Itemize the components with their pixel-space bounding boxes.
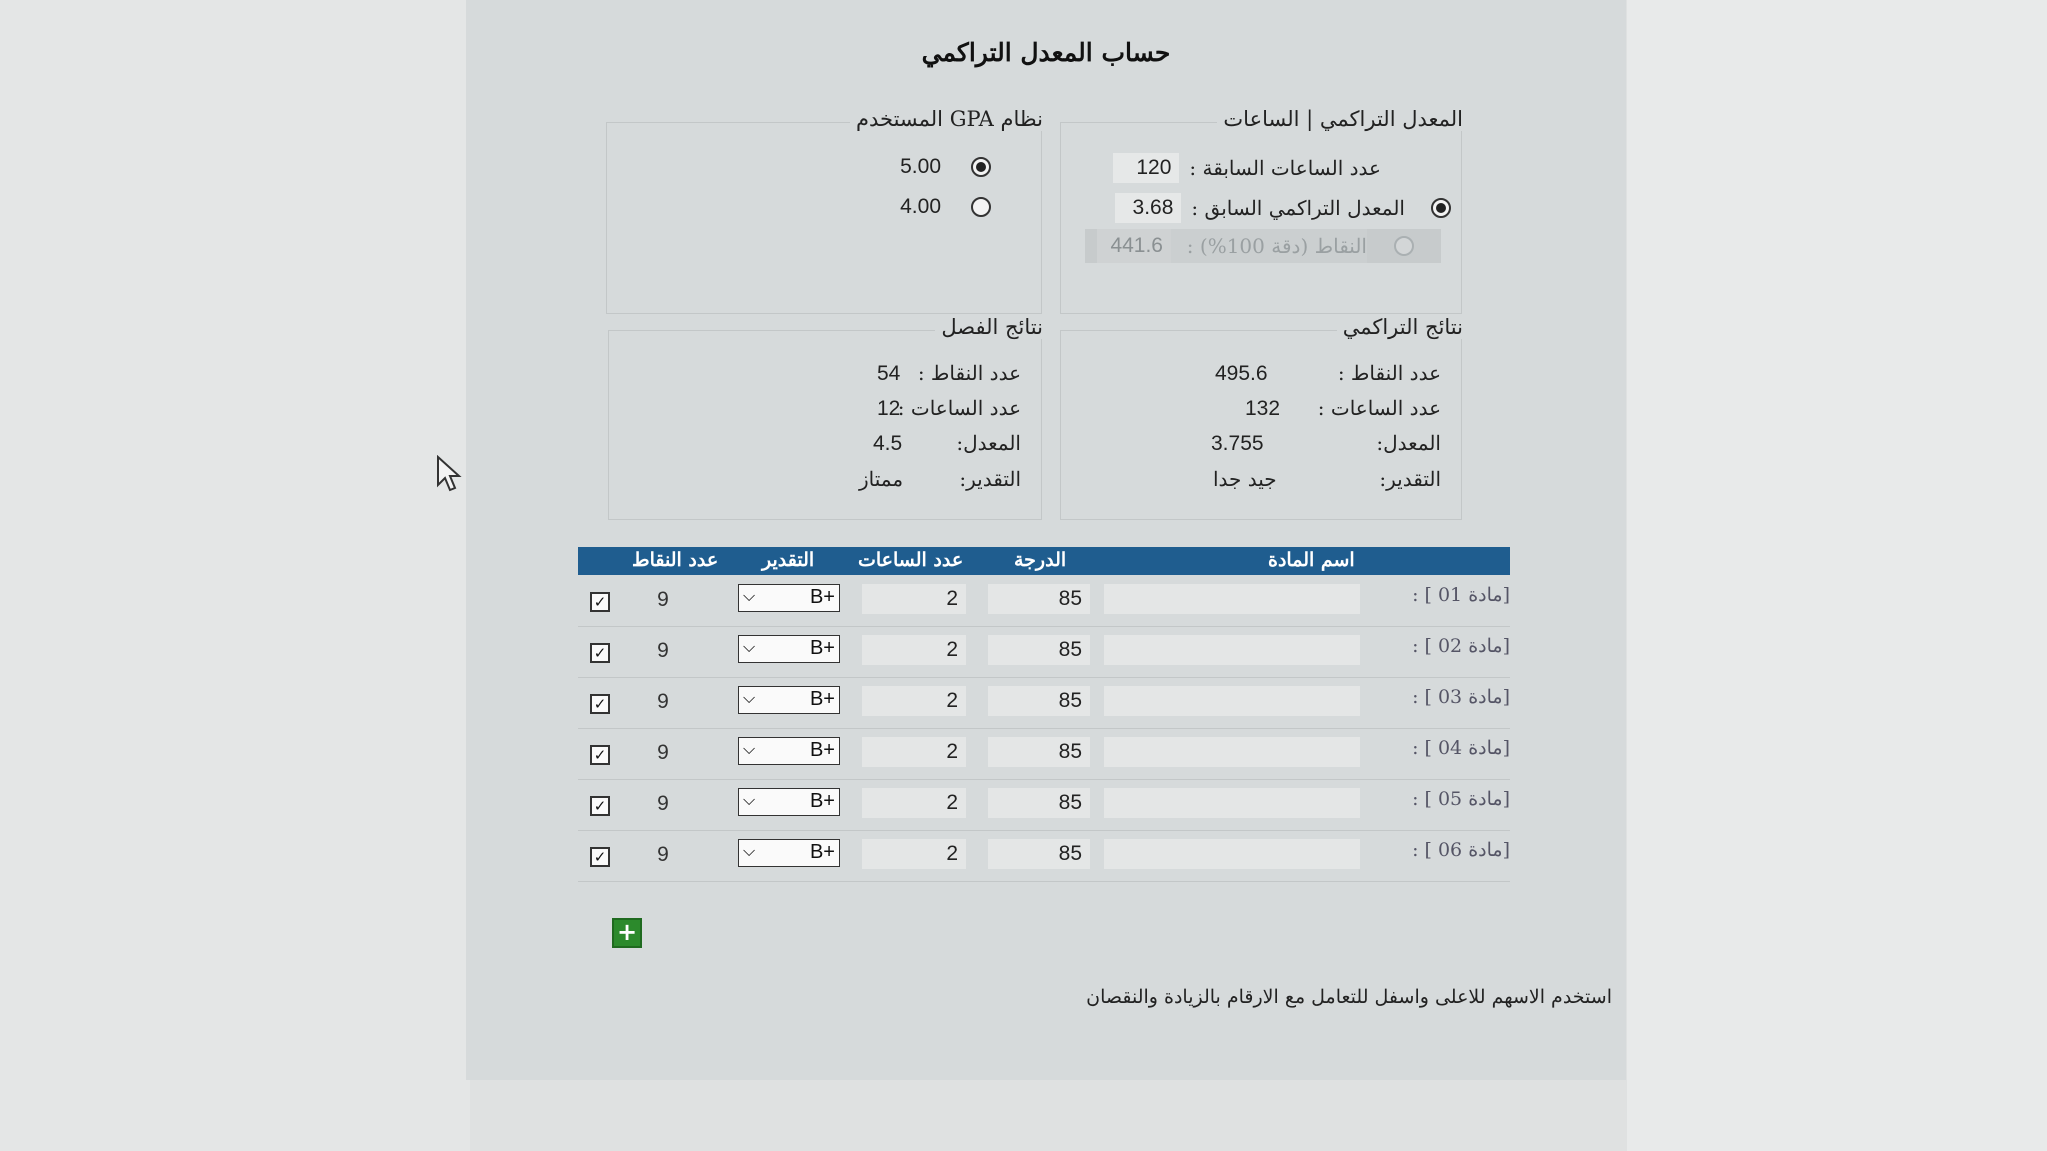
include-checkbox[interactable]: ✓ <box>590 592 610 612</box>
course-label: [مادة 02 ] : <box>1412 635 1510 657</box>
points-input[interactable]: 441.6 <box>1097 229 1171 263</box>
course-name-input[interactable] <box>1104 788 1360 818</box>
cum-grade-label: التقدير: <box>1379 467 1441 491</box>
sem-hours-label: عدد الساعات : <box>897 396 1021 420</box>
table-row <box>578 833 1510 882</box>
mouse-cursor-icon <box>436 455 462 493</box>
courses-table-header <box>578 547 1510 575</box>
prev-hours-input[interactable]: 120 <box>1113 153 1179 183</box>
rating-select[interactable] <box>738 635 840 663</box>
semester-results-box <box>608 315 1043 520</box>
chevron-down-icon: ⌵ <box>743 586 756 605</box>
include-checkbox[interactable]: ✓ <box>590 745 610 765</box>
row-points: 9 <box>657 690 669 713</box>
cum-gpa-label: المعدل: <box>1376 431 1441 455</box>
sem-gpa-value: 4.5 <box>873 432 903 455</box>
row-points: 9 <box>657 741 669 764</box>
rating-value: B+ <box>809 688 835 710</box>
prev-gpa-radio[interactable] <box>1431 198 1451 218</box>
grade-input[interactable]: 85 <box>988 635 1090 665</box>
cumulative-results-legend: نتائج التراكمي <box>1337 315 1469 339</box>
prev-gpa-row <box>1115 193 1451 223</box>
grade-input[interactable]: 85 <box>988 686 1090 716</box>
header-hours: عدد الساعات <box>858 549 964 571</box>
grade-input[interactable]: 85 <box>988 788 1090 818</box>
gpa-4-radio[interactable] <box>971 197 991 217</box>
cumulative-input-legend: المعدل التراكمي | الساعات <box>1217 107 1469 131</box>
rating-value: B+ <box>809 790 835 812</box>
semester-results-legend: نتائج الفصل <box>935 315 1049 339</box>
prev-hours-row <box>1113 153 1381 183</box>
hint-text: استخدم الاسهم للاعلى واسفل للتعامل مع الارقام بالزيادة والنقصان <box>1086 986 1612 1008</box>
gpa-4-label: 4.00 <box>900 195 941 218</box>
row-points: 9 <box>657 588 669 611</box>
page-title: حساب المعدل التراكمي <box>921 38 1171 67</box>
cumulative-input-box <box>1060 107 1463 314</box>
sem-points-value: 54 <box>877 362 901 385</box>
rating-select[interactable] <box>738 686 840 714</box>
table-row <box>578 731 1510 780</box>
grade-input[interactable]: 85 <box>988 584 1090 614</box>
cum-gpa-value: 3.755 <box>1211 432 1264 455</box>
chevron-down-icon: ⌵ <box>743 739 756 758</box>
course-name-input[interactable] <box>1104 839 1360 869</box>
rating-value: B+ <box>809 739 835 761</box>
sem-gpa-label: المعدل: <box>956 431 1021 455</box>
rating-select[interactable] <box>738 839 840 867</box>
rating-select[interactable] <box>738 788 840 816</box>
include-checkbox[interactable]: ✓ <box>590 847 610 867</box>
rating-value: B+ <box>809 586 835 608</box>
include-checkbox[interactable]: ✓ <box>590 643 610 663</box>
sem-grade-value: ممتاز <box>859 467 904 491</box>
row-points: 9 <box>657 843 669 866</box>
gpa-5-option[interactable] <box>900 155 991 179</box>
table-row <box>578 629 1510 678</box>
gpa-system-box <box>606 107 1043 314</box>
row-points: 9 <box>657 792 669 815</box>
grade-input[interactable]: 85 <box>988 737 1090 767</box>
cum-hours-label: عدد الساعات : <box>1317 396 1441 420</box>
gpa-5-radio[interactable] <box>971 157 991 177</box>
chevron-down-icon: ⌵ <box>743 790 756 809</box>
course-name-input[interactable] <box>1104 737 1360 767</box>
hours-input[interactable]: 2 <box>862 584 966 614</box>
chevron-down-icon: ⌵ <box>743 688 756 707</box>
rating-select[interactable] <box>738 584 840 612</box>
gpa-system-legend: نظام GPA المستخدم <box>850 107 1049 131</box>
course-label: [مادة 01 ] : <box>1412 584 1510 606</box>
hours-input[interactable]: 2 <box>862 788 966 818</box>
points-row <box>1085 229 1441 263</box>
points-label: النقاط (دقة 100%) : <box>1171 229 1367 263</box>
gpa-5-label: 5.00 <box>900 155 941 178</box>
chevron-down-icon: ⌵ <box>743 841 756 860</box>
header-points: عدد النقاط <box>632 549 719 571</box>
course-name-input[interactable] <box>1104 584 1360 614</box>
hours-input[interactable]: 2 <box>862 635 966 665</box>
course-label: [مادة 05 ] : <box>1412 788 1510 810</box>
gpa-calculator-panel <box>466 0 1626 1080</box>
course-name-input[interactable] <box>1104 635 1360 665</box>
outer-background-right <box>1627 0 2047 1151</box>
row-points: 9 <box>657 639 669 662</box>
gpa-4-option[interactable] <box>900 195 991 219</box>
points-radio[interactable] <box>1394 236 1414 256</box>
hours-input[interactable]: 2 <box>862 737 966 767</box>
header-grade: الدرجة <box>1014 549 1067 571</box>
course-label: [مادة 04 ] : <box>1412 737 1510 759</box>
hours-input[interactable]: 2 <box>862 686 966 716</box>
include-checkbox[interactable]: ✓ <box>590 796 610 816</box>
header-course-name: اسم المادة <box>1268 549 1355 571</box>
prev-gpa-input[interactable]: 3.68 <box>1115 193 1181 223</box>
include-checkbox[interactable]: ✓ <box>590 694 610 714</box>
header-rating: التقدير <box>762 549 815 571</box>
cum-grade-value: جيد جدا <box>1213 467 1277 491</box>
sem-grade-label: التقدير: <box>959 467 1021 491</box>
table-row <box>578 578 1510 627</box>
prev-hours-label: عدد الساعات السابقة : <box>1189 156 1381 180</box>
cumulative-results-box <box>1060 315 1463 520</box>
chevron-down-icon: ⌵ <box>743 637 756 656</box>
outer-background-left <box>0 0 470 1151</box>
add-course-button[interactable]: + <box>612 918 642 948</box>
cum-points-label: عدد النقاط : <box>1337 361 1441 385</box>
cum-hours-value: 132 <box>1245 397 1281 420</box>
table-row <box>578 782 1510 831</box>
prev-gpa-label: المعدل التراكمي السابق : <box>1191 196 1405 220</box>
hours-input[interactable]: 2 <box>862 839 966 869</box>
sem-points-label: عدد النقاط : <box>917 361 1021 385</box>
course-label: [مادة 03 ] : <box>1412 686 1510 708</box>
course-label: [مادة 06 ] : <box>1412 839 1510 861</box>
table-row <box>578 680 1510 729</box>
rating-value: B+ <box>809 637 835 659</box>
rating-select[interactable] <box>738 737 840 765</box>
cum-points-value: 495.6 <box>1215 362 1268 385</box>
course-name-input[interactable] <box>1104 686 1360 716</box>
rating-value: B+ <box>809 841 835 863</box>
grade-input[interactable]: 85 <box>988 839 1090 869</box>
sem-hours-value: 12 <box>877 397 901 420</box>
